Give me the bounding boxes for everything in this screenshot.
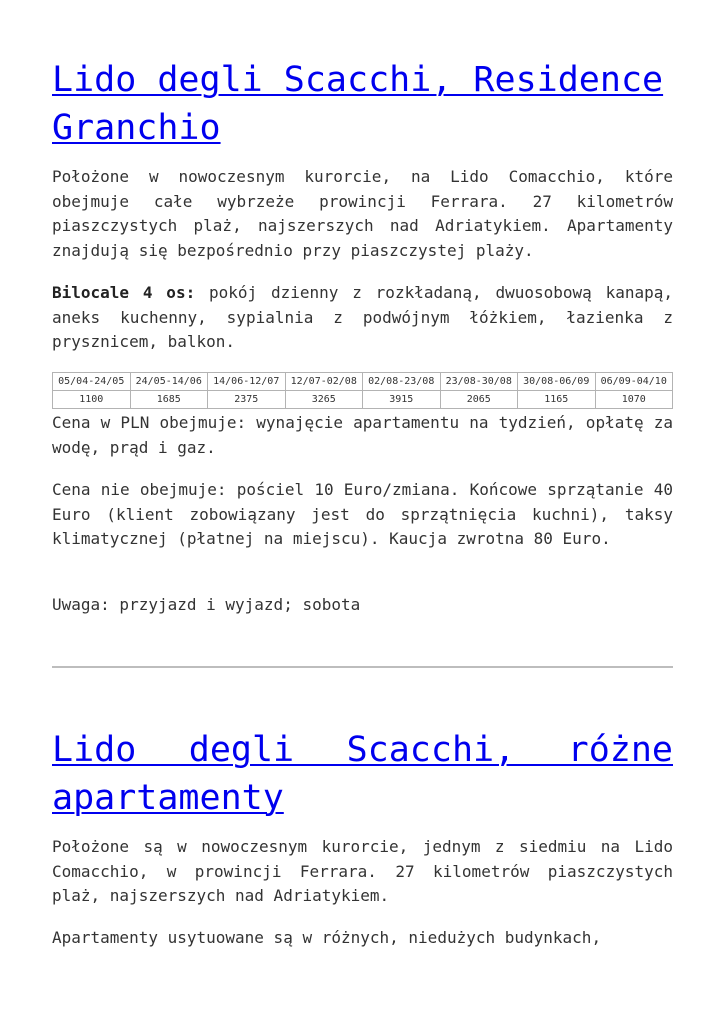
period-cell: 02/08-23/08 bbox=[363, 373, 441, 391]
price-cell: 3265 bbox=[285, 391, 363, 409]
bilocale-description bbox=[52, 281, 673, 355]
price-includes: Cena w PLN obejmuje: wynajęcie apartamentu na tydzień, opłatę za wodę, prąd i gaz. bbox=[52, 413, 673, 457]
price-cell: 3915 bbox=[363, 391, 441, 409]
post-intro: Położone w nowoczesnym kurorcie, na Lido Comacchio, które obejmuje całe wybrzeże prowincji Ferrara. 27 kilometrów piaszczystych plaż, najszerszych nad Adriatykiem. Apartamenty znajdują się bezpośrednio przy piaszczystej plaży. bbox=[52, 167, 673, 260]
post-title-residence-granchio bbox=[52, 56, 673, 152]
period-cell: 05/04-24/05 bbox=[53, 373, 131, 391]
post2-apartments-text: Apartamenty usytuowane są w różnych, niedużych budynkach, bbox=[52, 928, 602, 947]
post-title-link[interactable]: Lido degli Scacchi, Residence Granchio bbox=[52, 60, 664, 148]
price-cell: 1165 bbox=[518, 391, 596, 409]
bilocale-text: pokój dzienny z rozkładaną, dwuosobową kanapą, aneks kuchenny, sypialnia z podwójnym łóżkiem, łazienka z prysznicem, balkon. bbox=[52, 283, 674, 351]
post-title-link[interactable] bbox=[52, 726, 673, 818]
price-table-prices-row bbox=[53, 391, 673, 409]
price-cell: 1100 bbox=[53, 391, 131, 409]
period-cell: 23/08-30/08 bbox=[440, 373, 518, 391]
arrival-note: Uwaga: przyjazd i wyjazd; sobota bbox=[52, 595, 361, 614]
post-title-line-2: apartamenty bbox=[52, 778, 284, 818]
price-table bbox=[52, 372, 673, 409]
period-cell: 30/08-06/09 bbox=[518, 373, 596, 391]
price-cell: 1685 bbox=[130, 391, 208, 409]
post-separator bbox=[52, 666, 673, 668]
price-cell: 1070 bbox=[595, 391, 673, 409]
post2-intro: Położone są w nowoczesnym kurorcie, jednym z siedmiu na Lido Comacchio, w prowincji Ferrara. 27 kilometrów piaszczystych plaż, najszerszych nad Adriatykiem. bbox=[52, 837, 673, 905]
period-cell: 06/09-04/10 bbox=[595, 373, 673, 391]
period-cell: 24/05-14/06 bbox=[130, 373, 208, 391]
price-cell: 2375 bbox=[208, 391, 286, 409]
bilocale-label: Bilocale 4 os: bbox=[52, 283, 196, 302]
price-cell: 2065 bbox=[440, 391, 518, 409]
period-cell: 12/07-02/08 bbox=[285, 373, 363, 391]
post-title-rozne-apartamenty bbox=[52, 726, 673, 822]
post-title-line-1: Lido degli Scacchi, różne bbox=[52, 730, 673, 770]
price-excludes: Cena nie obejmuje: pościel 10 Euro/zmiana. Końcowe sprzątanie 40 Euro (klient zobowiązany jest do sprzątnięcia kuchni), taksy klimatycznej (płatnej na miejscu). Kaucja zwrotna 80 Euro. bbox=[52, 480, 673, 548]
period-cell: 14/06-12/07 bbox=[208, 373, 286, 391]
price-table-periods-row bbox=[53, 373, 673, 391]
